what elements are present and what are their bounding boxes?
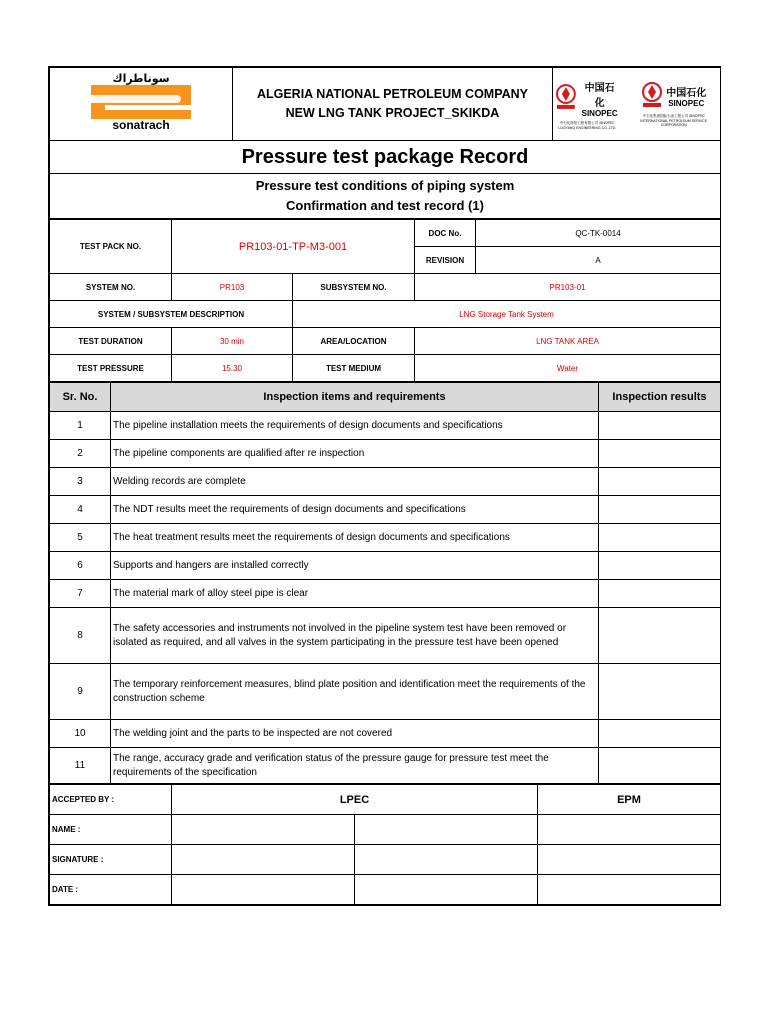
- sonatrach-logo-cell: [50, 68, 233, 141]
- lpec-date-field-2[interactable]: [355, 875, 538, 905]
- item-requirement: The welding joint and the parts to be inspected are not covered: [111, 720, 599, 748]
- sinopec-emblem-icon: [641, 81, 663, 111]
- document-title: Pressure test package Record: [50, 141, 721, 174]
- item-number: 7: [50, 580, 111, 608]
- description-label: SYSTEM / SUBSYSTEM DESCRIPTION: [50, 301, 293, 328]
- signature-label: SIGNATURE :: [50, 845, 172, 875]
- accepted-by-label: ACCEPTED BY :: [50, 785, 172, 815]
- test-duration-label: TEST DURATION: [50, 328, 172, 355]
- inspection-result-field[interactable]: [599, 664, 721, 720]
- test-pressure-value: 15.30: [172, 355, 293, 382]
- name-label: NAME :: [50, 815, 172, 845]
- inspection-result-field[interactable]: [599, 524, 721, 552]
- table-row: [50, 748, 721, 784]
- item-number: 8: [50, 608, 111, 664]
- table-row: [50, 552, 721, 580]
- inspection-result-field[interactable]: [599, 468, 721, 496]
- sonatrach-logo: [67, 71, 215, 133]
- inspection-result-field[interactable]: [599, 412, 721, 440]
- item-requirement: The NDT results meet the requirements of design documents and specifications: [111, 496, 599, 524]
- area-location-value: LNG TANK AREA: [415, 328, 721, 355]
- company-name: ALGERIA NATIONAL PETROLEUM COMPANY: [256, 87, 529, 101]
- sinopec-subtext-left: 中石化洛阳工程有限公司 SINOPEC LUOYANG ENGINEERING CO.,LTD.: [558, 120, 617, 130]
- inspection-result-field[interactable]: [599, 608, 721, 664]
- inspection-result-field[interactable]: [599, 580, 721, 608]
- item-requirement: The range, accuracy grade and verification status of the pressure gauge for pressure test meet the requirements of the specification: [111, 748, 599, 784]
- header-table: [49, 67, 721, 219]
- system-no-label: SYSTEM NO.: [50, 274, 172, 301]
- subsystem-no-label: SUBSYSTEM NO.: [293, 274, 415, 301]
- item-requirement: The pipeline installation meets the requirements of design documents and specifications: [111, 412, 599, 440]
- sinopec-subtext-right: 中石化集团国际石油工程公司 SINOPEC INTERNATIONAL PETROLEUM SERVICE CORPORATION: [640, 114, 708, 127]
- sinopec-chinese-text: 中国石化: [584, 82, 615, 109]
- test-medium-value: Water: [415, 355, 721, 382]
- sonatrach-text: sonatrach: [112, 117, 170, 132]
- sinopec-logo: [555, 79, 718, 130]
- table-row: [50, 468, 721, 496]
- description-value: LNG Storage Tank System: [293, 301, 721, 328]
- item-number: 2: [50, 440, 111, 468]
- item-requirement: Supports and hangers are installed correctly: [111, 552, 599, 580]
- item-number: 3: [50, 468, 111, 496]
- epm-name-field[interactable]: [538, 815, 721, 845]
- item-number: 4: [50, 496, 111, 524]
- lpec-name-field-1[interactable]: [172, 815, 355, 845]
- document-subtitle: [50, 174, 721, 219]
- inspection-result-field[interactable]: [599, 440, 721, 468]
- inspection-result-field[interactable]: [599, 720, 721, 748]
- sinopec-text: SINOPEC: [668, 99, 705, 108]
- inspection-result-field[interactable]: [599, 748, 721, 784]
- inspection-results-header: Inspection results: [599, 383, 721, 412]
- sinopec-logo-cell: [553, 68, 721, 141]
- company-cell: [233, 68, 553, 141]
- table-row: [50, 412, 721, 440]
- item-number: 11: [50, 748, 111, 784]
- sinopec-text: SINOPEC: [581, 108, 618, 118]
- lpec-signature-field-2[interactable]: [355, 845, 538, 875]
- epm-signature-field[interactable]: [538, 845, 721, 875]
- info-table: [49, 219, 721, 382]
- table-row: [50, 580, 721, 608]
- subtitle-line2: Confirmation and test record (1): [286, 198, 484, 213]
- table-row: [50, 608, 721, 664]
- item-number: 5: [50, 524, 111, 552]
- item-number: 9: [50, 664, 111, 720]
- doc-no-label: DOC No.: [415, 220, 476, 247]
- date-label: DATE :: [50, 875, 172, 905]
- revision-value: A: [476, 247, 721, 274]
- sinopec-emblem-icon: [555, 83, 577, 113]
- item-requirement: Welding records are complete: [111, 468, 599, 496]
- item-number: 10: [50, 720, 111, 748]
- item-requirement: The heat treatment results meet the requirements of design documents and specifications: [111, 524, 599, 552]
- sinopec-chinese-text: 中国石化: [666, 88, 707, 99]
- doc-no-value: QC-TK-0014: [476, 220, 721, 247]
- table-row: [50, 720, 721, 748]
- sr-no-header: Sr. No.: [50, 383, 111, 412]
- inspection-table: [49, 382, 721, 784]
- item-requirement: The temporary reinforcement measures, blind plate position and identification meet the requirements of the construction scheme: [111, 664, 599, 720]
- test-medium-label: TEST MEDIUM: [293, 355, 415, 382]
- sonatrach-arabic-text: سوناطراك: [112, 71, 170, 85]
- test-pack-value: PR103-01-TP-M3-001: [172, 220, 415, 274]
- epm-date-field[interactable]: [538, 875, 721, 905]
- pressure-test-record-sheet: [48, 66, 721, 906]
- revision-label: REVISION: [415, 247, 476, 274]
- inspection-result-field[interactable]: [599, 496, 721, 524]
- project-name: NEW LNG TANK PROJECT_SKIKDA: [285, 106, 500, 120]
- inspection-result-field[interactable]: [599, 552, 721, 580]
- area-location-label: AREA/LOCATION: [293, 328, 415, 355]
- table-row: [50, 496, 721, 524]
- item-requirement: The safety accessories and instruments not involved in the pipeline system test have been removed or isolated as required, and all valves in the system participating in the pressure test have been opened: [111, 608, 599, 664]
- lpec-label: LPEC: [172, 785, 538, 815]
- lpec-signature-field-1[interactable]: [172, 845, 355, 875]
- item-requirement: The pipeline components are qualified after re inspection: [111, 440, 599, 468]
- inspection-items-header: Inspection items and requirements: [111, 383, 599, 412]
- epm-label: EPM: [538, 785, 721, 815]
- acceptance-table: [49, 784, 721, 905]
- lpec-name-field-2[interactable]: [355, 815, 538, 845]
- subtitle-line1: Pressure test conditions of piping system: [255, 178, 515, 193]
- table-row: [50, 664, 721, 720]
- lpec-date-field-1[interactable]: [172, 875, 355, 905]
- table-row: [50, 524, 721, 552]
- test-pressure-label: TEST PRESSURE: [50, 355, 172, 382]
- item-requirement: The material mark of alloy steel pipe is clear: [111, 580, 599, 608]
- item-number: 6: [50, 552, 111, 580]
- system-no-value: PR103: [172, 274, 293, 301]
- test-duration-value: 30 min: [172, 328, 293, 355]
- item-number: 1: [50, 412, 111, 440]
- table-row: [50, 440, 721, 468]
- subsystem-no-value: PR103-01: [415, 274, 721, 301]
- test-pack-label: TEST PACK NO.: [50, 220, 172, 274]
